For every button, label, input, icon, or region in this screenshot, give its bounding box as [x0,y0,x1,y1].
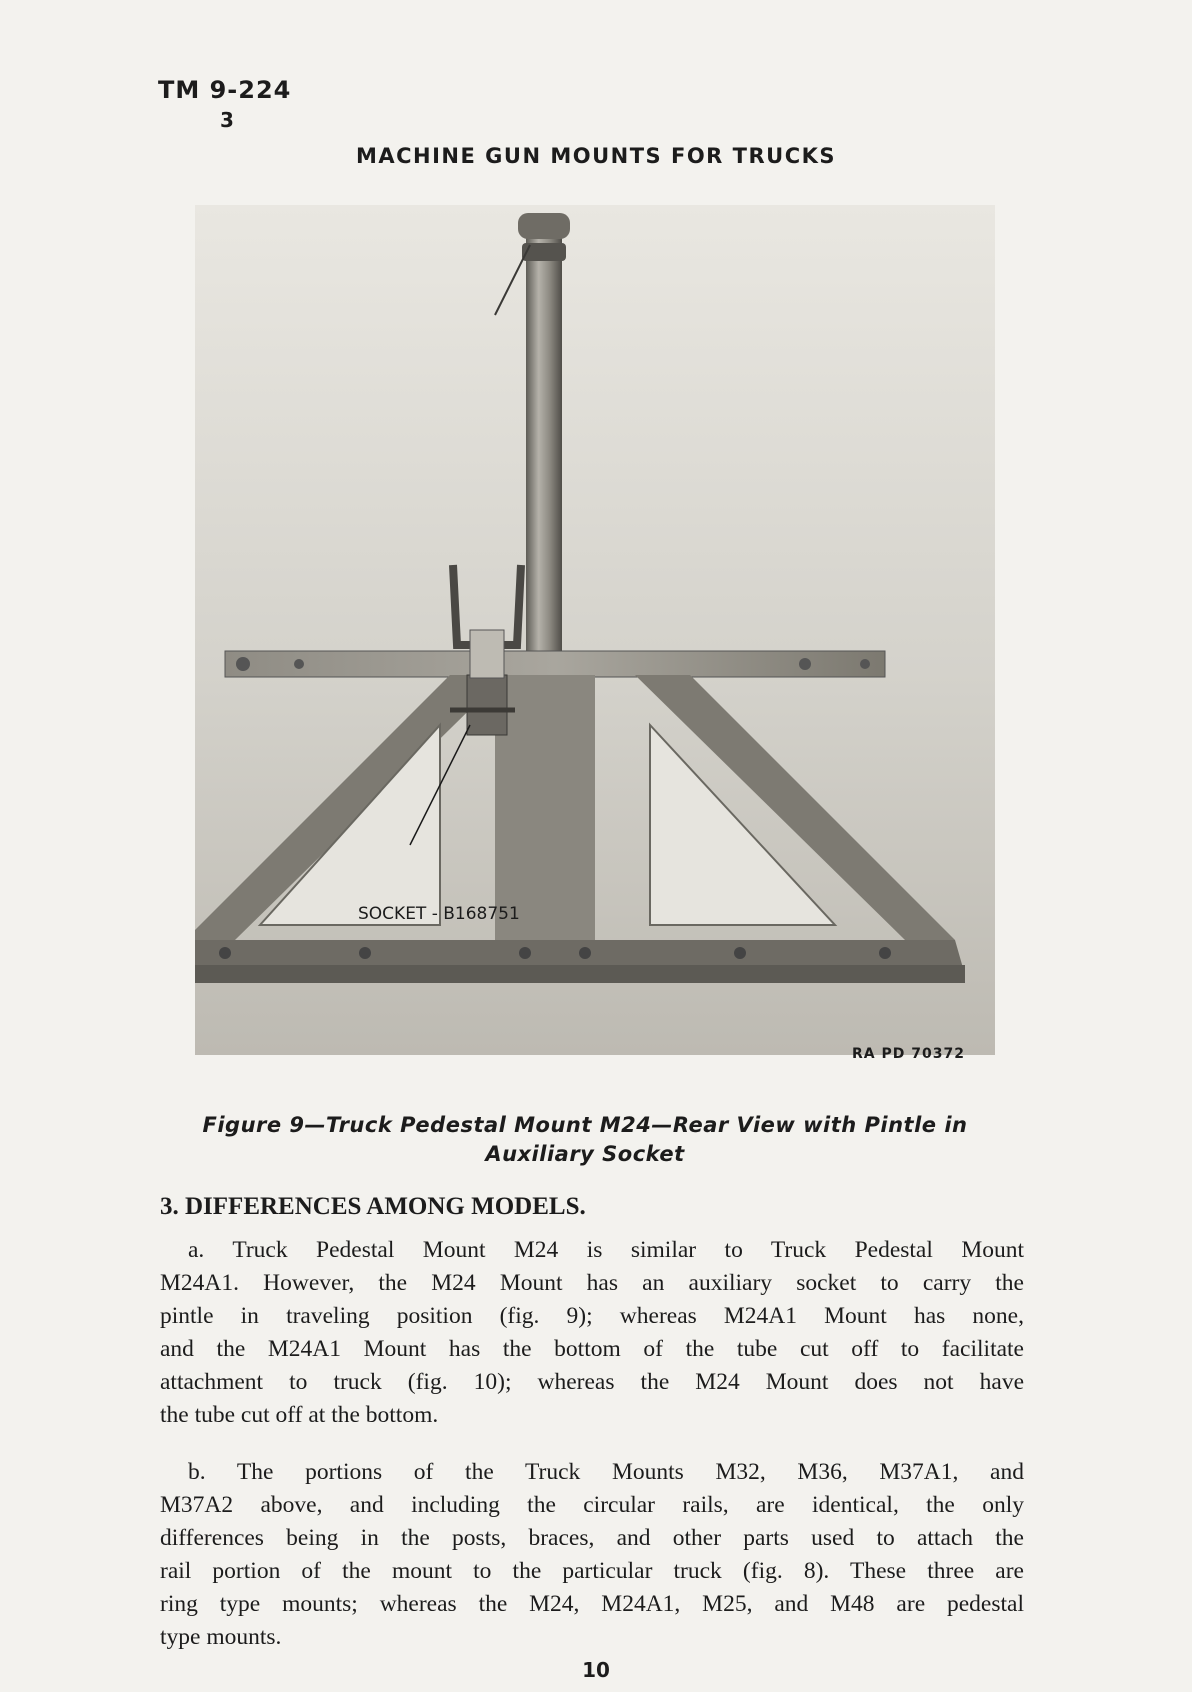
base-bolt [879,947,891,959]
paragraph-line: a. Truck Pedestal Mount M24 is similar to Truck Pedestal Mount [188,1237,1024,1263]
pedestal-mount-illustration [195,205,995,1055]
base-flange [195,965,965,983]
base-bolt [219,947,231,959]
socket-callout-label: SOCKET - B168751 [358,904,520,924]
paragraph-line: differences being in the posts, braces, and other parts used to attach the [160,1525,1024,1551]
paragraph-a [160,1234,1024,1432]
base-bolt [359,947,371,959]
rail-bolt [799,658,811,670]
base-bolt [519,947,531,959]
paragraph-line: rail portion of the mount to the particular truck (fig. 8). These three are [160,1558,1024,1584]
paragraph-line: and the M24A1 Mount has the bottom of the tube cut off to facilitate [160,1336,1024,1362]
tube-cap [518,213,570,239]
section-heading: 3. DIFFERENCES AMONG MODELS. [160,1193,586,1220]
paragraph-line: attachment to truck (fig. 10); whereas the M24 Mount does not have [160,1369,1024,1395]
figure-caption [160,1111,1010,1169]
tm-number: TM 9-224 [158,76,292,104]
paragraph-b [160,1456,1024,1654]
pintle-body [470,630,504,678]
section-reference: 3 [220,108,234,132]
base-bolt [579,947,591,959]
page-number: 10 [582,1658,610,1682]
figure-caption-line: Auxiliary Socket [485,1142,685,1166]
paragraph-line: pintle in traveling position (fig. 9); whereas M24A1 Mount has none, [160,1303,1024,1329]
rail-bolt [860,659,870,669]
paragraph-line: M37A2 above, and including the circular rails, are identical, the only [160,1492,1024,1518]
paragraph-line: M24A1. However, the M24 Mount has an auxiliary socket to carry the [160,1270,1024,1296]
rail-bolt [294,659,304,669]
paragraph-line: type mounts. [160,1624,282,1650]
auxiliary-socket [467,675,507,735]
paragraph-line: the tube cut off at the bottom. [160,1402,439,1428]
paragraph-line: b. The portions of the Truck Mounts M32, M36, M37A1, and [188,1459,1024,1485]
ra-reference-number: RA PD 70372 [852,1046,965,1062]
rail-bolt [236,657,250,671]
running-title: MACHINE GUN MOUNTS FOR TRUCKS [355,144,837,168]
top-rail [225,651,885,677]
figure-caption-line: Figure 9—Truck Pedestal Mount M24—Rear View with Pintle in [202,1113,968,1137]
paragraph-line: ring type mounts; whereas the M24, M24A1, M25, and M48 are pedestal [160,1591,1024,1617]
base-bolt [734,947,746,959]
